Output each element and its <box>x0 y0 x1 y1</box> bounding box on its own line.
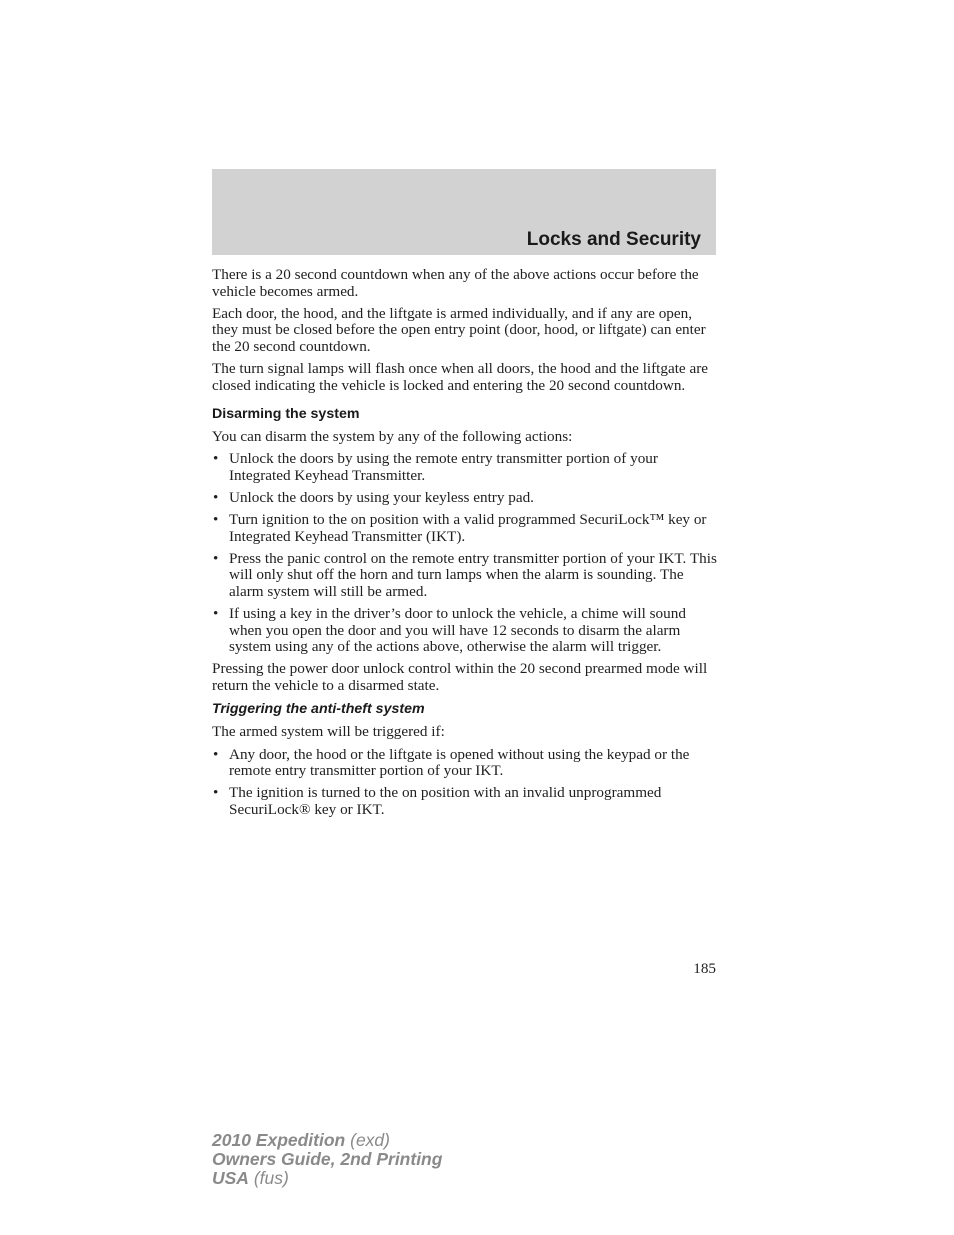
bullet-icon: • <box>213 450 219 468</box>
bullet-icon: • <box>213 511 219 529</box>
list-item-text: Unlock the doors by using your keyless entry pad. <box>229 488 534 506</box>
page-content <box>212 267 718 824</box>
list-item <box>212 451 718 484</box>
disarming-heading: Disarming the system <box>212 406 360 423</box>
list-item <box>212 785 718 818</box>
bullet-icon: • <box>213 784 219 802</box>
footer-model-code: (exd) <box>350 1130 390 1150</box>
intro-paragraph-2: Each door, the hood, and the liftgate is armed individually, and if any are open, they must be closed before the open entry point (door, hood, or liftgate) can enter the 20 second countdown. <box>212 304 706 355</box>
bullet-icon: • <box>213 549 219 567</box>
page-number: 185 <box>693 960 716 977</box>
list-item-text: Any door, the hood or the liftgate is opened without using the keypad or the remote entry transmitter portion of your IKT. <box>229 745 690 780</box>
triggering-lead: The armed system will be triggered if: <box>212 723 445 741</box>
section-header-band <box>212 169 716 255</box>
list-item <box>212 512 718 545</box>
list-item-text: Turn ignition to the on position with a valid programmed SecuriLock™ key or Integrated Keyhead Transmitter (IKT). <box>229 511 707 545</box>
section-title: Locks and Security <box>526 229 701 250</box>
footer-line-3 <box>212 1169 442 1188</box>
list-item <box>212 551 718 601</box>
triggering-list <box>212 747 718 819</box>
list-item <box>212 606 718 656</box>
bullet-icon: • <box>213 488 219 506</box>
intro-paragraph-3: The turn signal lamps will flash once when all doors, the hood and the liftgate are closed indicating the vehicle is locked and entering the 20 second countdown. <box>212 359 708 394</box>
list-item-text: If using a key in the driver’s door to unlock the vehicle, a chime will sound when you open the door and you will have 12 seconds to disarm the alarm system using any of the actions above, otherwise the alarm will trigger. <box>229 605 686 656</box>
list-item-text: Unlock the doors by using the remote entry transmitter portion of your Integrated Keyhead Transmitter. <box>229 450 658 484</box>
document-footer <box>212 1131 442 1188</box>
intro-paragraph-1: There is a 20 second countdown when any of the above actions occur before the vehicle becomes armed. <box>212 266 699 300</box>
list-item-text: Press the panic control on the remote entry transmitter portion of your IKT. This will only shut off the horn and turn lamps when the alarm is sounding. The alarm system will still be armed. <box>229 549 717 600</box>
disarming-lead: You can disarm the system by any of the following actions: <box>212 428 573 446</box>
footer-line-2 <box>212 1150 442 1169</box>
disarming-closing: Pressing the power door unlock control within the 20 second prearmed mode will return the vehicle to a disarmed state. <box>212 660 708 694</box>
list-item <box>212 490 718 507</box>
list-item-text: The ignition is turned to the on position with an invalid unprogrammed SecuriLock® key or IKT. <box>229 784 662 818</box>
disarming-list <box>212 451 718 656</box>
footer-region: USA <box>212 1168 249 1188</box>
bullet-icon: • <box>213 745 219 763</box>
footer-region-code: (fus) <box>253 1168 289 1188</box>
list-item <box>212 747 718 780</box>
bullet-icon: • <box>213 605 219 622</box>
footer-line-1 <box>212 1131 442 1150</box>
triggering-heading: Triggering the anti-theft system <box>212 701 425 718</box>
footer-edition: Owners Guide, 2nd Printing <box>212 1149 443 1169</box>
footer-model: 2010 Expedition <box>212 1130 346 1150</box>
